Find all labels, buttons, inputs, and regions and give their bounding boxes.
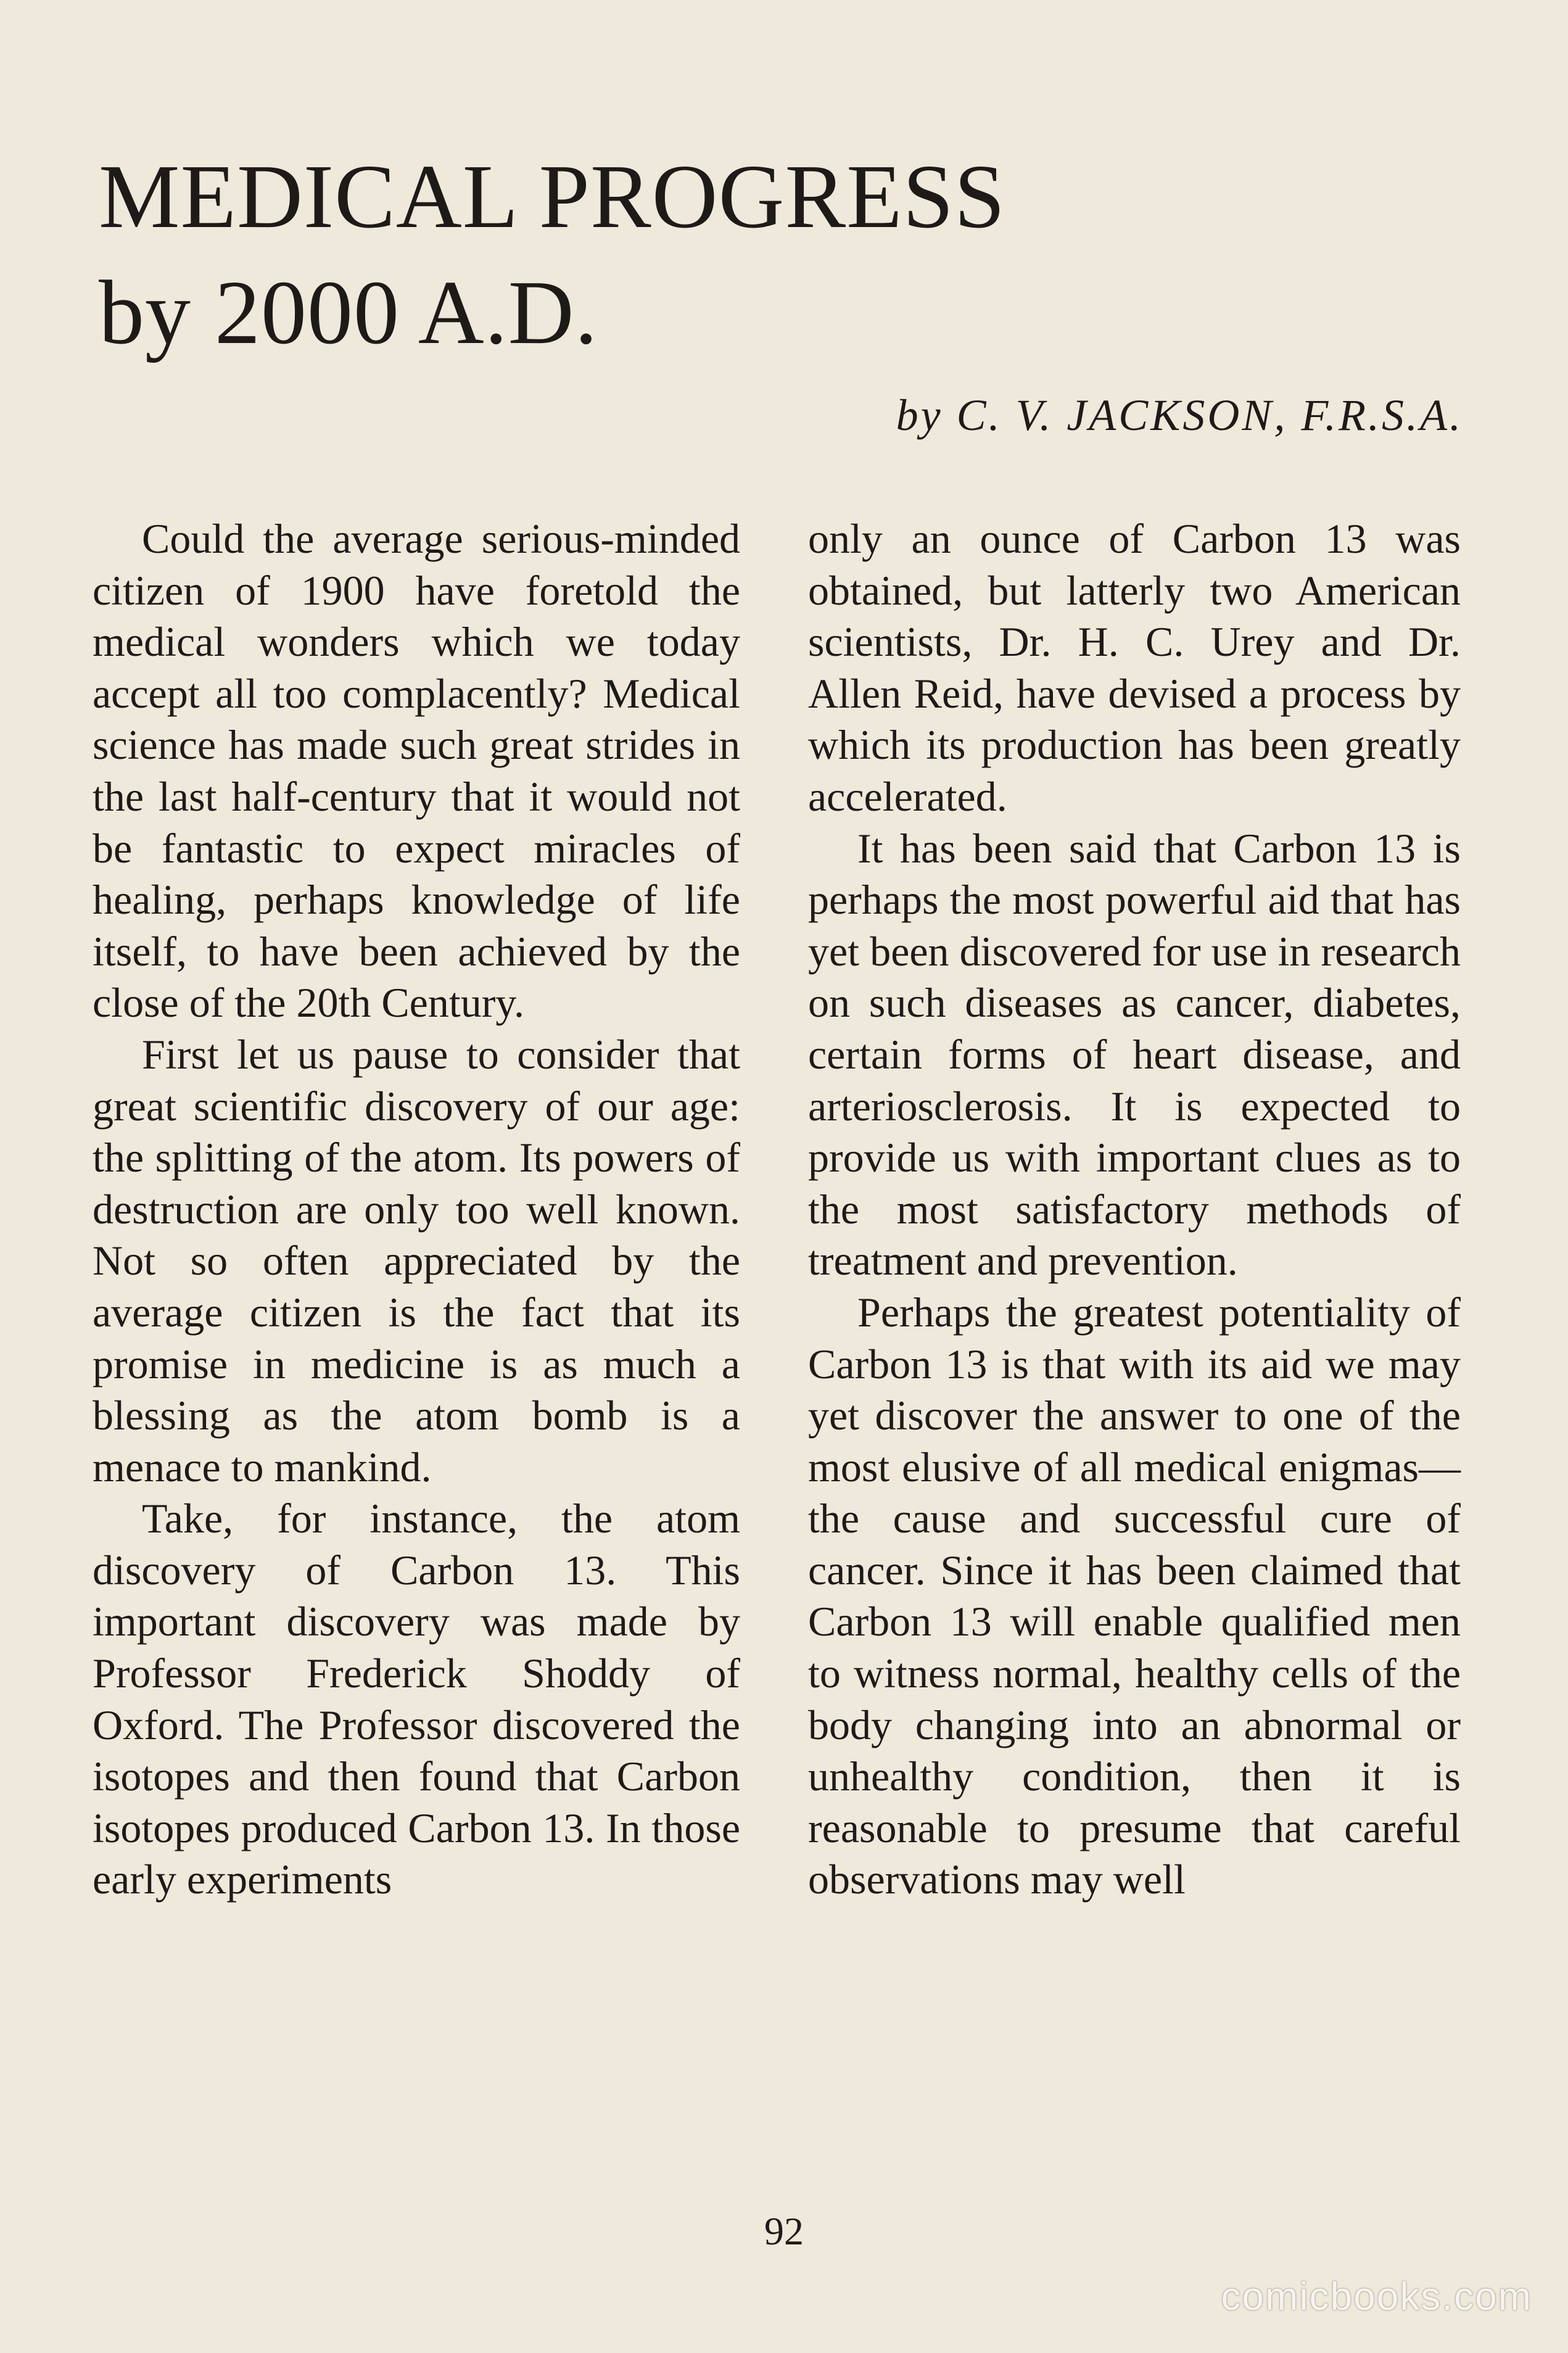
paragraph: Could the average serious-minded citizen of 1900 have foretold the medical wonders which we today accept all too complacently? Medical science has made such great strides in the last half-century that it would not be fantastic to expect miracles of healing, perhaps knowledge of life itself, to have been achieved by the close of the 20th Century. [93,515,740,1027]
paragraph: Take, for instance, the atom discovery of Carbon 13. This important discovery was made by Professor Frederick Shoddy of Oxford. The Professor discovered the isotopes and then found that Carbon isotopes produced Carbon 13. In those early experiments [93,1495,740,1903]
title-line-1: MEDICAL PROGRESS [99,146,1006,247]
paragraph-continued: only an ounce of Carbon 13 was obtained, but latterly two American scientists, Dr. H. C. Urey and Dr. Allen Reid, have devised a process by which its production has been greatly accelerated. [808,515,1461,820]
title-line-2: by 2000 A.D. [99,262,598,363]
paragraph: Perhaps the greatest potentiality of Carbon 13 is that with its aid we may yet discover the answer to one of the most elusive of all medical enigmas—the cause and successful cure of cancer. Since it has been claimed that Carbon 13 will enable qualified men to witness normal, healthy cells of the body changing into an abnormal or unhealthy condition, then it is reasonable to presume that careful observations may well [808,1288,1461,1903]
right-column [808,513,1461,1906]
left-column [93,513,740,1906]
site-watermark: comicbooks.com [1221,2274,1532,2318]
author-byline: by C. V. JACKSON, F.R.S.A. [896,391,1463,440]
page-number: 92 [764,2209,804,2253]
paragraph: It has been said that Carbon 13 is perhaps the most powerful aid that has yet been discovered for use in research on such diseases as cancer, diabetes, certain forms of heart disease, and arteriosclerosis. It is expected to provide us with important clues as to the most satisfactory methods of treatment and prevention. [808,824,1461,1284]
paragraph: First let us pause to consider that great scientific discovery of our age: the splitting of the atom. Its powers of destruction are only too well known. Not so often appreciated by the average citizen is the fact that its promise in medicine is as much a blessing as the atom bomb is a menace to mankind. [93,1030,740,1491]
article-title [99,139,1005,371]
